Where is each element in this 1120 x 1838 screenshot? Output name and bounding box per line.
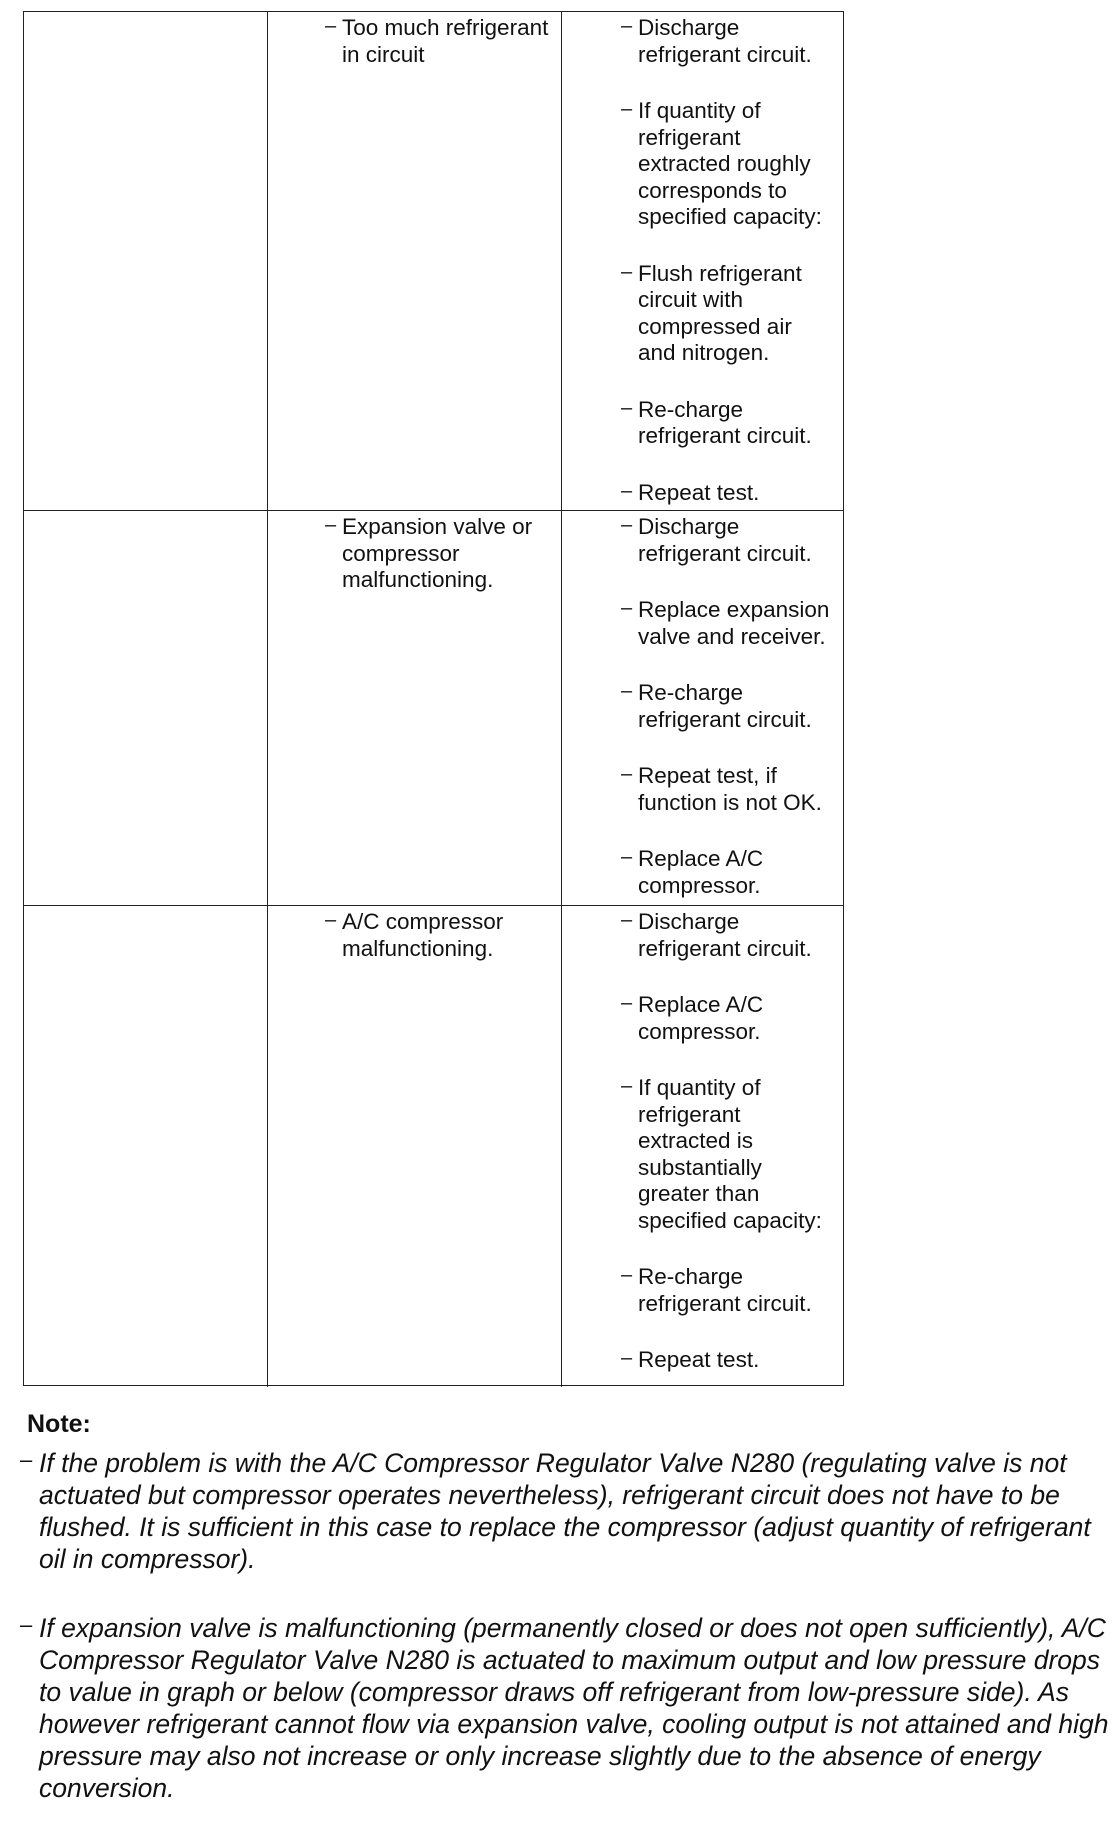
action-item: – Repeat test, if function is not OK. xyxy=(622,763,844,816)
action-item: – Re-charge refrigerant circuit. xyxy=(622,680,844,733)
action-item: – Flush refrigerant circuit with compressed air and nitrogen. xyxy=(622,261,833,367)
action-item: – Replace expansion valve and receiver. xyxy=(622,597,848,650)
note-text: If the problem is with the A/C Compressor Regulator Valve N280 (regulating valve is not actuated but compressor operates nevertheless), refrigerant circuit does not have to be flushed. It is sufficient in this case to replace the compressor (adjust quantity of refrigerant oil in compressor). xyxy=(39,1448,1091,1574)
action-item: – Replace A/C compressor. xyxy=(622,846,844,899)
troubleshooting-table xyxy=(23,11,844,1386)
action-item: – Discharge refrigerant circuit. xyxy=(622,514,844,567)
cause-cell xyxy=(326,12,596,510)
symptom-cell xyxy=(24,511,267,905)
action-item: – Re-charge refrigerant circuit. xyxy=(622,1264,844,1317)
note-title: Note: xyxy=(27,1410,91,1438)
cause-cell xyxy=(326,511,596,905)
table-row xyxy=(24,906,843,1387)
cause-text: – Expansion valve or compressor malfunctioning. xyxy=(326,514,557,594)
action-item: – Replace A/C compressor. xyxy=(622,992,844,1045)
symptom-cell xyxy=(24,12,267,510)
note-item xyxy=(20,1612,1110,1804)
actions-cell xyxy=(622,511,844,905)
dash-icon: – xyxy=(20,1612,33,1637)
table-row xyxy=(24,12,843,511)
action-item: – Discharge refrigerant circuit. xyxy=(622,909,844,962)
cause-cell xyxy=(326,906,596,1387)
action-item: – Repeat test. xyxy=(622,1347,844,1374)
action-item: – If quantity of refrigerant extracted roughly corresponds to specified capacity: xyxy=(622,98,833,231)
dash-icon: – xyxy=(20,1447,33,1472)
cause-text: – Too much refrigerant in circuit xyxy=(326,15,557,68)
cause-text: – A/C compressor malfunctioning. xyxy=(326,909,557,962)
action-item: – Discharge refrigerant circuit. xyxy=(622,15,844,68)
action-item: – Re-charge refrigerant circuit. xyxy=(622,397,844,450)
note-item xyxy=(20,1447,1110,1575)
symptom-cell xyxy=(24,906,267,1387)
action-item: – Repeat test. xyxy=(622,480,844,507)
action-item: – If quantity of refrigerant extracted is substantially greater than specified capacity: xyxy=(622,1075,833,1234)
note-text: If expansion valve is malfunctioning (permanently closed or does not open sufficiently), A/C Compressor Regulator Valve N280 is actuated to maximum output and low pressure drops to value in graph or below (compressor draws off refrigerant from low-pressure side). As however refrigerant cannot flow via expansion valve, cooling output is not attained and high pressure may also not increase or only increase slightly due to the absence of energy conversion. xyxy=(39,1613,1109,1803)
table-row xyxy=(24,511,843,906)
actions-cell xyxy=(622,906,844,1387)
actions-cell xyxy=(622,12,844,510)
